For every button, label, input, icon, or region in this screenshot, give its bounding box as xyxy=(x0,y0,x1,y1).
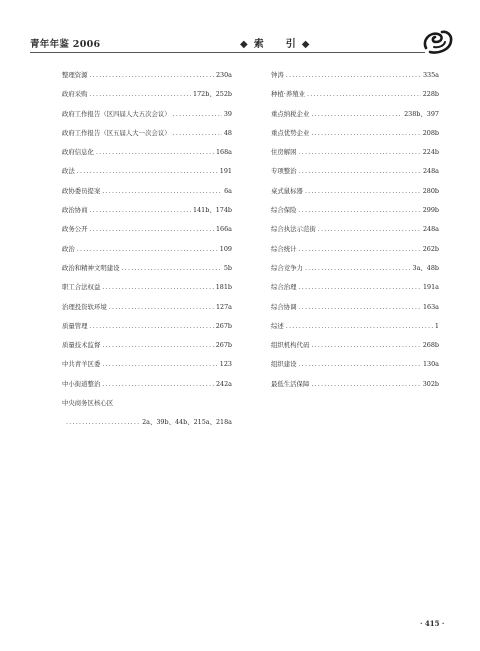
dot-leader xyxy=(299,355,421,374)
index-term: 中共青羊区委 xyxy=(62,360,101,369)
index-entry xyxy=(62,220,232,239)
index-entry xyxy=(271,336,439,355)
index-entry xyxy=(62,317,232,336)
index-term: 钟涛 xyxy=(271,71,284,79)
index-entry xyxy=(62,336,232,355)
dot-leader xyxy=(299,298,421,317)
index-entry xyxy=(271,143,439,162)
index-term: 政府信息化 xyxy=(62,148,94,157)
index-entry xyxy=(271,375,439,394)
page-header xyxy=(30,36,425,50)
index-page-ref: 123 xyxy=(219,360,232,369)
index-entry xyxy=(62,182,232,201)
index-term: 综合统计 xyxy=(271,244,297,253)
index-page-ref: 1 xyxy=(434,321,439,330)
index-page-ref: 127a xyxy=(215,302,232,311)
index-term: 政府工作报告（区五届人大一次会议） xyxy=(62,128,171,137)
index-term: 质量管理 xyxy=(62,321,88,330)
dot-leader xyxy=(311,105,402,124)
dot-leader xyxy=(311,336,420,355)
index-page-ref: 224b xyxy=(422,148,439,157)
index-page-ref: 168a xyxy=(215,148,232,157)
index-page-ref: 172b、252b xyxy=(193,90,232,99)
index-entry xyxy=(271,85,439,104)
index-term: 政治和精神文明建设 xyxy=(62,263,120,272)
index-term: 中小街道整治 xyxy=(62,379,101,388)
index-entry xyxy=(271,317,439,336)
dot-leader xyxy=(102,278,213,297)
index-page-ref: 248a xyxy=(422,225,439,234)
index-page-ref: 268b xyxy=(422,341,439,350)
index-term: 专项整治 xyxy=(271,167,297,176)
index-entry xyxy=(62,162,232,181)
dot-leader xyxy=(109,298,214,317)
index-page-ref: 48 xyxy=(223,128,232,137)
index-page-ref: 302b xyxy=(422,379,439,388)
index-entry xyxy=(271,259,439,278)
page-number: · 415 · xyxy=(420,619,445,628)
index-term: 组织机构代码 xyxy=(271,341,310,350)
index-term: 种植·养殖业 xyxy=(271,90,305,99)
dot-leader xyxy=(90,317,214,336)
index-entry xyxy=(62,85,232,104)
dot-leader xyxy=(66,413,140,432)
dot-leader xyxy=(122,259,222,278)
index-term: 政治 xyxy=(62,244,75,253)
index-page-ref: 280b xyxy=(422,186,439,195)
index-page-ref: 238b、397 xyxy=(404,109,439,118)
index-page-ref: 130a xyxy=(422,360,439,369)
index-entry xyxy=(62,375,232,394)
index-entry xyxy=(271,355,439,374)
index-entry xyxy=(271,220,439,239)
index-page-ref: 2a、39b、44b、215a、218a xyxy=(142,418,232,427)
index-term: 综合执法示范街 xyxy=(271,225,316,234)
index-entry xyxy=(271,124,439,143)
index-term: 质量技术监督 xyxy=(62,341,101,350)
dot-leader xyxy=(311,124,420,143)
index-page-ref: 191a xyxy=(422,283,439,292)
index-term: 职工合法权益 xyxy=(62,283,101,292)
index-entry xyxy=(271,162,439,181)
index-page-ref: 163a xyxy=(422,302,439,311)
dot-leader xyxy=(311,375,420,394)
dot-leader xyxy=(318,220,421,239)
index-page-ref: 248a xyxy=(422,167,439,176)
dot-leader xyxy=(96,143,214,162)
index-term: 政协委员提案 xyxy=(62,186,101,195)
index-term: 重点纳税企业 xyxy=(271,109,310,118)
index-entry xyxy=(271,278,439,297)
dot-leader xyxy=(77,240,218,259)
dot-leader xyxy=(299,240,421,259)
index-entry xyxy=(62,394,232,413)
index-page-ref: 267b xyxy=(215,321,232,330)
index-term: 综合保险 xyxy=(271,206,297,215)
index-page-ref: 230a xyxy=(215,71,232,79)
index-entry xyxy=(62,66,232,85)
index-page-ref: 242a xyxy=(215,379,232,388)
dot-leader xyxy=(102,375,214,394)
index-term: 综合协调 xyxy=(271,302,297,311)
index-page-ref: 109 xyxy=(219,244,232,253)
yearbook-logo-icon xyxy=(420,28,454,56)
index-page-ref: 166a xyxy=(215,225,232,234)
index-term: 政务公开 xyxy=(62,225,88,234)
index-page-ref: 191 xyxy=(219,167,232,176)
index-page-ref: 5b xyxy=(223,263,232,272)
index-entry xyxy=(62,105,232,124)
dot-leader xyxy=(299,201,421,220)
index-page-ref: 262b xyxy=(422,244,439,253)
dot-leader xyxy=(305,182,421,201)
index-term: 综合治理 xyxy=(271,283,297,292)
dot-leader xyxy=(90,201,191,220)
index-entry xyxy=(271,182,439,201)
index-page-ref: 3a、48b xyxy=(412,263,439,272)
index-entry xyxy=(62,240,232,259)
index-entry xyxy=(62,298,232,317)
index-term: 综述 xyxy=(271,321,284,330)
index-page-ref: 141b、174b xyxy=(193,206,232,215)
index-term: 重点优势企业 xyxy=(271,128,310,137)
dot-leader xyxy=(299,162,421,181)
dot-leader xyxy=(173,124,222,143)
index-entry xyxy=(62,355,232,374)
dot-leader xyxy=(90,85,191,104)
index-page-ref: 181b xyxy=(215,283,232,292)
dot-leader xyxy=(90,66,214,85)
index-term: 中央商务区核心区 xyxy=(62,399,114,408)
index-page-ref: 228b xyxy=(422,90,439,99)
index-term: 政治协商 xyxy=(62,206,88,215)
index-term: 住房解困 xyxy=(271,148,297,157)
index-entry xyxy=(62,413,232,432)
dot-leader xyxy=(286,66,421,85)
index-term: 综合竞争力 xyxy=(271,263,303,272)
index-page-ref: 299b xyxy=(422,206,439,215)
dot-leader xyxy=(102,336,213,355)
index-entry xyxy=(271,298,439,317)
index-entry xyxy=(271,240,439,259)
index-entry xyxy=(62,124,232,143)
index-term: 整理资源 xyxy=(62,71,88,79)
dot-leader xyxy=(305,259,411,278)
dot-leader xyxy=(173,105,222,124)
index-page-ref: 335a xyxy=(422,71,439,79)
header-rule xyxy=(30,52,425,53)
index-column-right xyxy=(271,66,439,394)
index-entry xyxy=(62,259,232,278)
index-term: 政法 xyxy=(62,167,75,176)
dot-leader xyxy=(102,182,222,201)
dot-leader xyxy=(307,85,421,104)
index-term: 组织建设 xyxy=(271,360,297,369)
index-column-left xyxy=(62,66,232,433)
index-term: 政府采购 xyxy=(62,90,88,99)
dot-leader xyxy=(102,355,217,374)
section-title: ◆索 引◆ xyxy=(240,39,316,50)
index-entry xyxy=(62,278,232,297)
index-entry xyxy=(271,201,439,220)
index-term: 治理投资软环境 xyxy=(62,302,107,311)
dot-leader xyxy=(286,317,433,336)
index-term: 桌式鼠标器 xyxy=(271,186,303,195)
index-term: 政府工作报告（区四届人大五次会议） xyxy=(62,109,171,118)
book-title: 青年年鉴 2006 xyxy=(30,39,101,50)
dot-leader xyxy=(299,278,421,297)
dot-leader xyxy=(90,220,214,239)
dot-leader xyxy=(299,143,421,162)
index-entry xyxy=(62,201,232,220)
dot-leader xyxy=(77,162,218,181)
index-term: 最低生活保障 xyxy=(271,379,310,388)
index-entry xyxy=(62,143,232,162)
index-page-ref: 39 xyxy=(223,109,232,118)
index-entry xyxy=(271,105,439,124)
index-page-ref: 208b xyxy=(422,128,439,137)
index-entry xyxy=(271,66,439,85)
index-page-ref: 6a xyxy=(224,186,232,195)
index-page-ref: 267b xyxy=(215,341,232,350)
